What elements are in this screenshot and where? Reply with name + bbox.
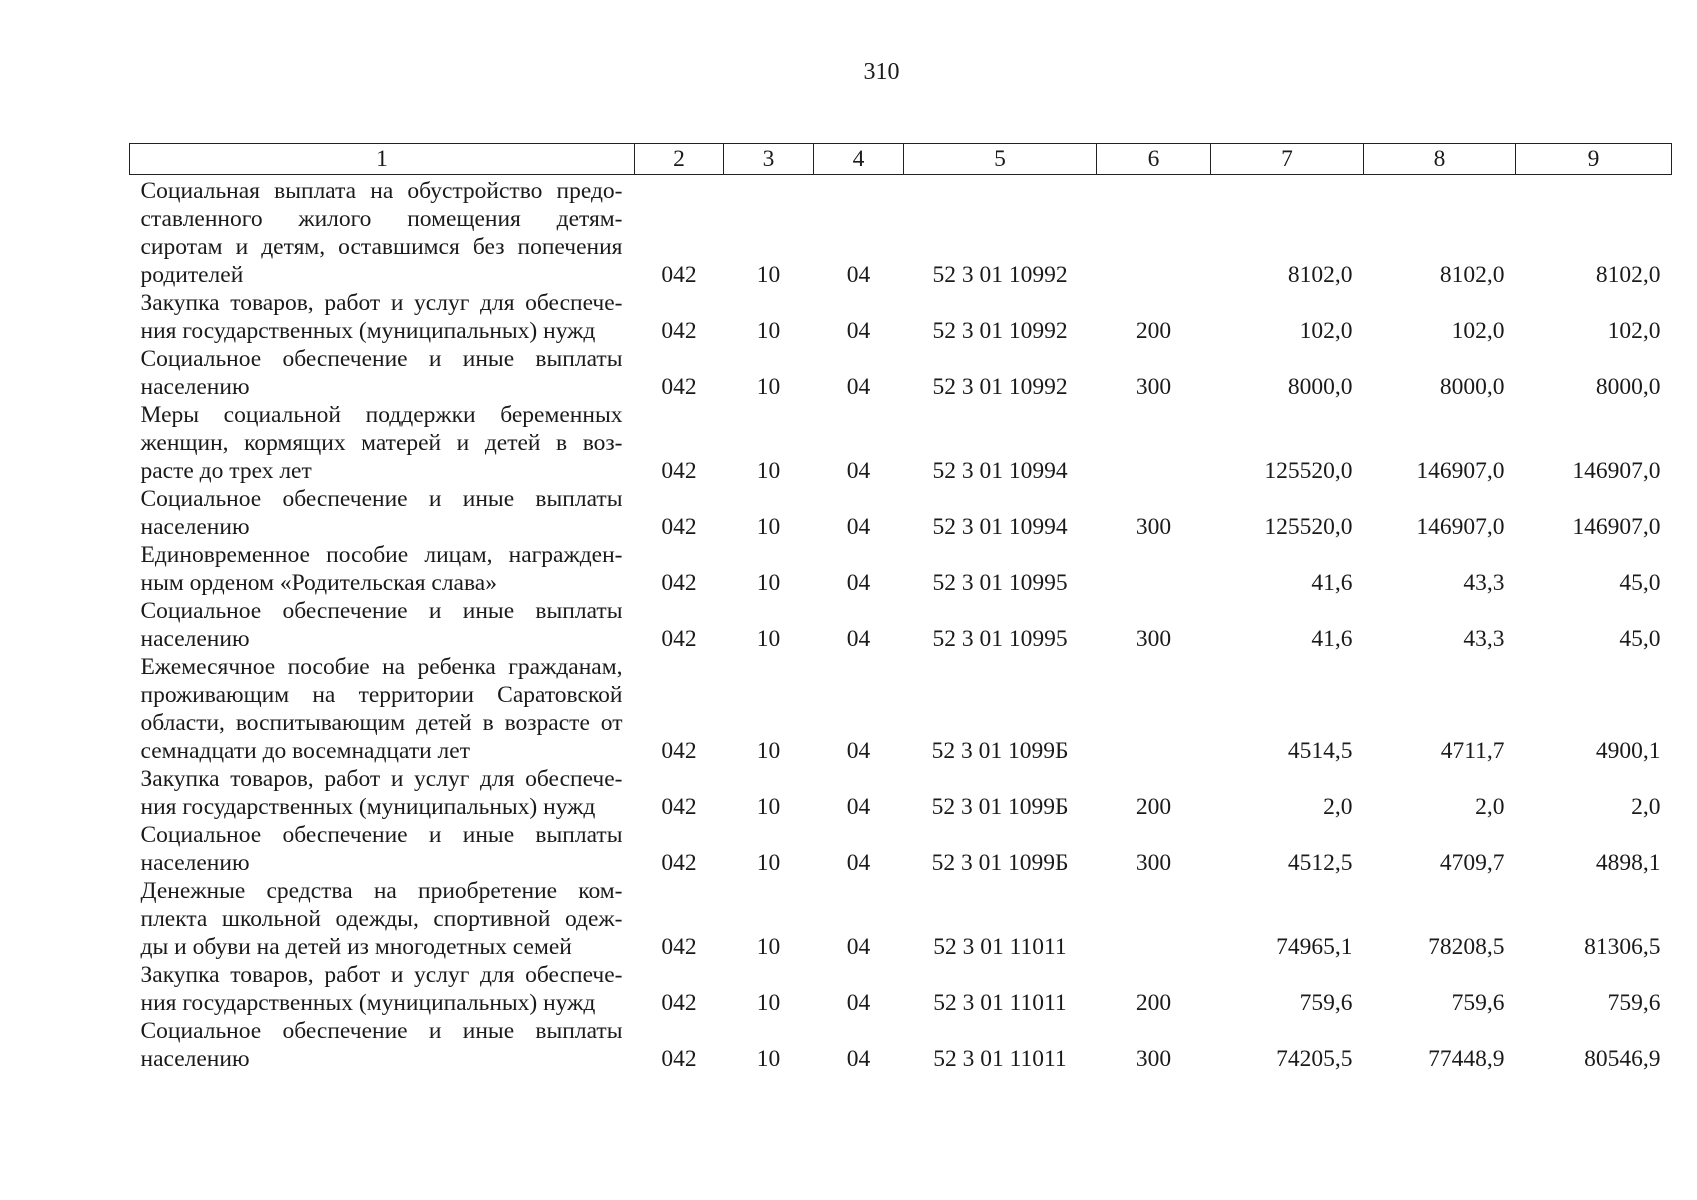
ministry-code: 042 bbox=[661, 850, 697, 876]
row-description bbox=[130, 1017, 635, 1073]
ministry-code: 042 bbox=[661, 514, 697, 540]
subsection-code: 04 bbox=[846, 794, 871, 820]
description-line: ния государственных (муниципальных) нужд bbox=[140, 794, 596, 820]
description-line: Социальное обеспечение и иные выплаты bbox=[140, 822, 623, 848]
amount-year-3: 146907,0 bbox=[1572, 458, 1661, 484]
table-row bbox=[130, 961, 1672, 1017]
target-article-code: 52 3 01 11011 bbox=[933, 1046, 1067, 1072]
description-line: населению bbox=[140, 626, 250, 652]
table-row bbox=[130, 877, 1672, 961]
subsection-code: 04 bbox=[846, 990, 871, 1016]
amount-year-2: 77448,9 bbox=[1428, 1046, 1505, 1072]
description-line: ния государственных (муниципальных) нужд bbox=[140, 318, 596, 344]
row-description bbox=[130, 877, 635, 961]
table-row bbox=[130, 765, 1672, 821]
description-line: Единовременное пособие лицам, награжден- bbox=[140, 542, 623, 568]
description-line: ния государственных (муниципальных) нужд bbox=[140, 990, 596, 1016]
description-line: области, воспитывающим детей в возрасте от bbox=[140, 710, 623, 736]
ministry-code: 042 bbox=[661, 318, 697, 344]
column-number-header-row bbox=[130, 144, 1672, 175]
ministry-code: 042 bbox=[661, 934, 697, 960]
subsection-code: 04 bbox=[846, 458, 871, 484]
section-code: 10 bbox=[756, 934, 781, 960]
description-line: проживающим на территории Саратовской bbox=[140, 682, 623, 708]
subsection-code: 04 bbox=[846, 1046, 871, 1072]
description-line: Социальное обеспечение и иные выплаты bbox=[140, 598, 623, 624]
expense-type-code bbox=[1097, 653, 1211, 765]
amount-year-3: 45,0 bbox=[1619, 626, 1661, 652]
description-line: ным орденом «Родительская слава» bbox=[140, 570, 497, 596]
column-header: 4 bbox=[814, 144, 904, 175]
ministry-code: 042 bbox=[661, 374, 697, 400]
amount-year-2: 759,6 bbox=[1451, 990, 1505, 1016]
expense-type-code: 300 bbox=[1135, 514, 1172, 540]
expense-type-code: 300 bbox=[1135, 850, 1172, 876]
amount-year-2: 146907,0 bbox=[1416, 458, 1505, 484]
amount-year-2: 43,3 bbox=[1463, 626, 1505, 652]
description-line: Социальное обеспечение и иные выплаты bbox=[140, 346, 623, 372]
amount-year-1: 125520,0 bbox=[1264, 514, 1353, 540]
amount-year-3: 4900,1 bbox=[1595, 738, 1661, 764]
amount-year-1: 125520,0 bbox=[1264, 458, 1353, 484]
ministry-code: 042 bbox=[661, 262, 697, 288]
amount-year-2: 146907,0 bbox=[1416, 514, 1505, 540]
amount-year-2: 4711,7 bbox=[1440, 738, 1505, 764]
amount-year-2: 2,0 bbox=[1475, 794, 1505, 820]
subsection-code: 04 bbox=[846, 262, 871, 288]
section-code: 10 bbox=[756, 570, 781, 596]
amount-year-3: 4898,1 bbox=[1595, 850, 1661, 876]
target-article-code: 52 3 01 1099Б bbox=[931, 850, 1069, 876]
expense-type-code: 300 bbox=[1135, 626, 1172, 652]
target-article-code: 52 3 01 11011 bbox=[933, 934, 1067, 960]
table-row bbox=[130, 345, 1672, 401]
description-line: ставленного жилого помещения детям- bbox=[140, 206, 623, 232]
subsection-code: 04 bbox=[846, 570, 871, 596]
section-code: 10 bbox=[756, 990, 781, 1016]
row-description bbox=[130, 289, 635, 345]
amount-year-2: 8000,0 bbox=[1439, 374, 1505, 400]
description-line: родителей bbox=[140, 262, 244, 288]
description-line: Социальное обеспечение и иные выплаты bbox=[140, 1018, 623, 1044]
budget-table bbox=[129, 143, 1672, 1073]
page-number: 310 bbox=[863, 59, 900, 85]
description-line: Социальное обеспечение и иные выплаты bbox=[140, 486, 623, 512]
description-line: сиротам и детям, оставшимся без попечения bbox=[140, 234, 623, 260]
ministry-code: 042 bbox=[661, 458, 697, 484]
expense-type-code bbox=[1097, 877, 1211, 961]
amount-year-2: 43,3 bbox=[1463, 570, 1505, 596]
ministry-code: 042 bbox=[661, 570, 697, 596]
expense-type-code: 200 bbox=[1135, 318, 1172, 344]
ministry-code: 042 bbox=[661, 1046, 697, 1072]
ministry-code: 042 bbox=[661, 990, 697, 1016]
expense-type-code: 300 bbox=[1135, 1046, 1172, 1072]
amount-year-2: 8102,0 bbox=[1439, 262, 1505, 288]
target-article-code: 52 3 01 11011 bbox=[933, 990, 1067, 1016]
amount-year-1: 4512,5 bbox=[1287, 850, 1353, 876]
row-description bbox=[130, 653, 635, 765]
expense-type-code: 200 bbox=[1135, 794, 1172, 820]
target-article-code: 52 3 01 10995 bbox=[932, 626, 1068, 652]
column-header: 8 bbox=[1364, 144, 1516, 175]
ministry-code: 042 bbox=[661, 738, 697, 764]
table-row bbox=[130, 175, 1672, 290]
description-line: населению bbox=[140, 514, 250, 540]
amount-year-2: 102,0 bbox=[1451, 318, 1505, 344]
table-row bbox=[130, 597, 1672, 653]
amount-year-3: 80546,9 bbox=[1584, 1046, 1661, 1072]
column-header: 9 bbox=[1516, 144, 1672, 175]
column-header: 1 bbox=[130, 144, 635, 175]
section-code: 10 bbox=[756, 850, 781, 876]
amount-year-3: 2,0 bbox=[1631, 794, 1661, 820]
amount-year-1: 102,0 bbox=[1299, 318, 1353, 344]
expense-type-code bbox=[1097, 175, 1211, 290]
subsection-code: 04 bbox=[846, 934, 871, 960]
row-description bbox=[130, 175, 635, 290]
row-description bbox=[130, 401, 635, 485]
section-code: 10 bbox=[756, 794, 781, 820]
description-line: семнадцати до восемнадцати лет bbox=[140, 738, 470, 764]
table-row bbox=[130, 653, 1672, 765]
amount-year-1: 41,6 bbox=[1311, 570, 1353, 596]
description-line: Социальная выплата на обустройство предо- bbox=[140, 178, 623, 204]
section-code: 10 bbox=[756, 738, 781, 764]
amount-year-1: 759,6 bbox=[1299, 990, 1353, 1016]
expense-type-code bbox=[1097, 401, 1211, 485]
section-code: 10 bbox=[756, 458, 781, 484]
description-line: населению bbox=[140, 374, 250, 400]
subsection-code: 04 bbox=[846, 318, 871, 344]
description-line: Меры социальной поддержки беременных bbox=[140, 402, 623, 428]
subsection-code: 04 bbox=[846, 374, 871, 400]
amount-year-3: 8000,0 bbox=[1595, 374, 1661, 400]
description-line: Закупка товаров, работ и услуг для обеспече- bbox=[140, 766, 623, 792]
row-description bbox=[130, 485, 635, 541]
amount-year-3: 102,0 bbox=[1607, 318, 1661, 344]
subsection-code: 04 bbox=[846, 514, 871, 540]
column-header: 2 bbox=[635, 144, 724, 175]
description-line: женщин, кормящих матерей и детей в воз- bbox=[140, 430, 623, 456]
column-header: 3 bbox=[724, 144, 814, 175]
section-code: 10 bbox=[756, 374, 781, 400]
table-row bbox=[130, 485, 1672, 541]
column-header: 5 bbox=[904, 144, 1097, 175]
description-line: Закупка товаров, работ и услуг для обеспече- bbox=[140, 962, 623, 988]
amount-year-3: 45,0 bbox=[1619, 570, 1661, 596]
target-article-code: 52 3 01 1099Б bbox=[931, 794, 1069, 820]
description-line: расте до трех лет bbox=[140, 458, 312, 484]
expense-type-code bbox=[1097, 541, 1211, 597]
target-article-code: 52 3 01 10994 bbox=[932, 514, 1068, 540]
row-description bbox=[130, 597, 635, 653]
amount-year-1: 4514,5 bbox=[1287, 738, 1353, 764]
row-description bbox=[130, 765, 635, 821]
target-article-code: 52 3 01 10992 bbox=[932, 318, 1068, 344]
table-row bbox=[130, 401, 1672, 485]
description-line: Закупка товаров, работ и услуг для обеспече- bbox=[140, 290, 623, 316]
amount-year-1: 2,0 bbox=[1323, 794, 1353, 820]
amount-year-3: 146907,0 bbox=[1572, 514, 1661, 540]
amount-year-1: 41,6 bbox=[1311, 626, 1353, 652]
target-article-code: 52 3 01 10992 bbox=[932, 374, 1068, 400]
amount-year-2: 78208,5 bbox=[1428, 934, 1505, 960]
ministry-code: 042 bbox=[661, 794, 697, 820]
row-description bbox=[130, 821, 635, 877]
row-description bbox=[130, 345, 635, 401]
row-description bbox=[130, 541, 635, 597]
section-code: 10 bbox=[756, 318, 781, 344]
subsection-code: 04 bbox=[846, 626, 871, 652]
section-code: 10 bbox=[756, 262, 781, 288]
target-article-code: 52 3 01 10995 bbox=[932, 570, 1068, 596]
amount-year-1: 74205,5 bbox=[1276, 1046, 1353, 1072]
target-article-code: 52 3 01 10994 bbox=[932, 458, 1068, 484]
table-body bbox=[130, 175, 1672, 1074]
amount-year-3: 759,6 bbox=[1607, 990, 1661, 1016]
amount-year-3: 8102,0 bbox=[1595, 262, 1661, 288]
section-code: 10 bbox=[756, 626, 781, 652]
expense-type-code: 200 bbox=[1135, 990, 1172, 1016]
section-code: 10 bbox=[756, 1046, 781, 1072]
amount-year-3: 81306,5 bbox=[1584, 934, 1661, 960]
row-description bbox=[130, 961, 635, 1017]
amount-year-2: 4709,7 bbox=[1439, 850, 1505, 876]
table-row bbox=[130, 1017, 1672, 1073]
amount-year-1: 8000,0 bbox=[1287, 374, 1353, 400]
target-article-code: 52 3 01 1099Б bbox=[931, 738, 1069, 764]
description-line: плекта школьной одежды, спортивной одеж- bbox=[140, 906, 623, 932]
column-header: 6 bbox=[1097, 144, 1211, 175]
section-code: 10 bbox=[756, 514, 781, 540]
description-line: населению bbox=[140, 1046, 250, 1072]
table-row bbox=[130, 821, 1672, 877]
expense-type-code: 300 bbox=[1135, 374, 1172, 400]
description-line: Денежные средства на приобретение ком- bbox=[140, 878, 623, 904]
target-article-code: 52 3 01 10992 bbox=[932, 262, 1068, 288]
description-line: ды и обуви на детей из многодетных семей bbox=[140, 934, 572, 960]
description-line: населению bbox=[140, 850, 250, 876]
table-row bbox=[130, 541, 1672, 597]
ministry-code: 042 bbox=[661, 626, 697, 652]
amount-year-1: 74965,1 bbox=[1276, 934, 1353, 960]
description-line: Ежемесячное пособие на ребенка гражданам, bbox=[140, 654, 623, 680]
subsection-code: 04 bbox=[846, 738, 871, 764]
subsection-code: 04 bbox=[846, 850, 871, 876]
column-header: 7 bbox=[1211, 144, 1364, 175]
table-row bbox=[130, 289, 1672, 345]
amount-year-1: 8102,0 bbox=[1287, 262, 1353, 288]
